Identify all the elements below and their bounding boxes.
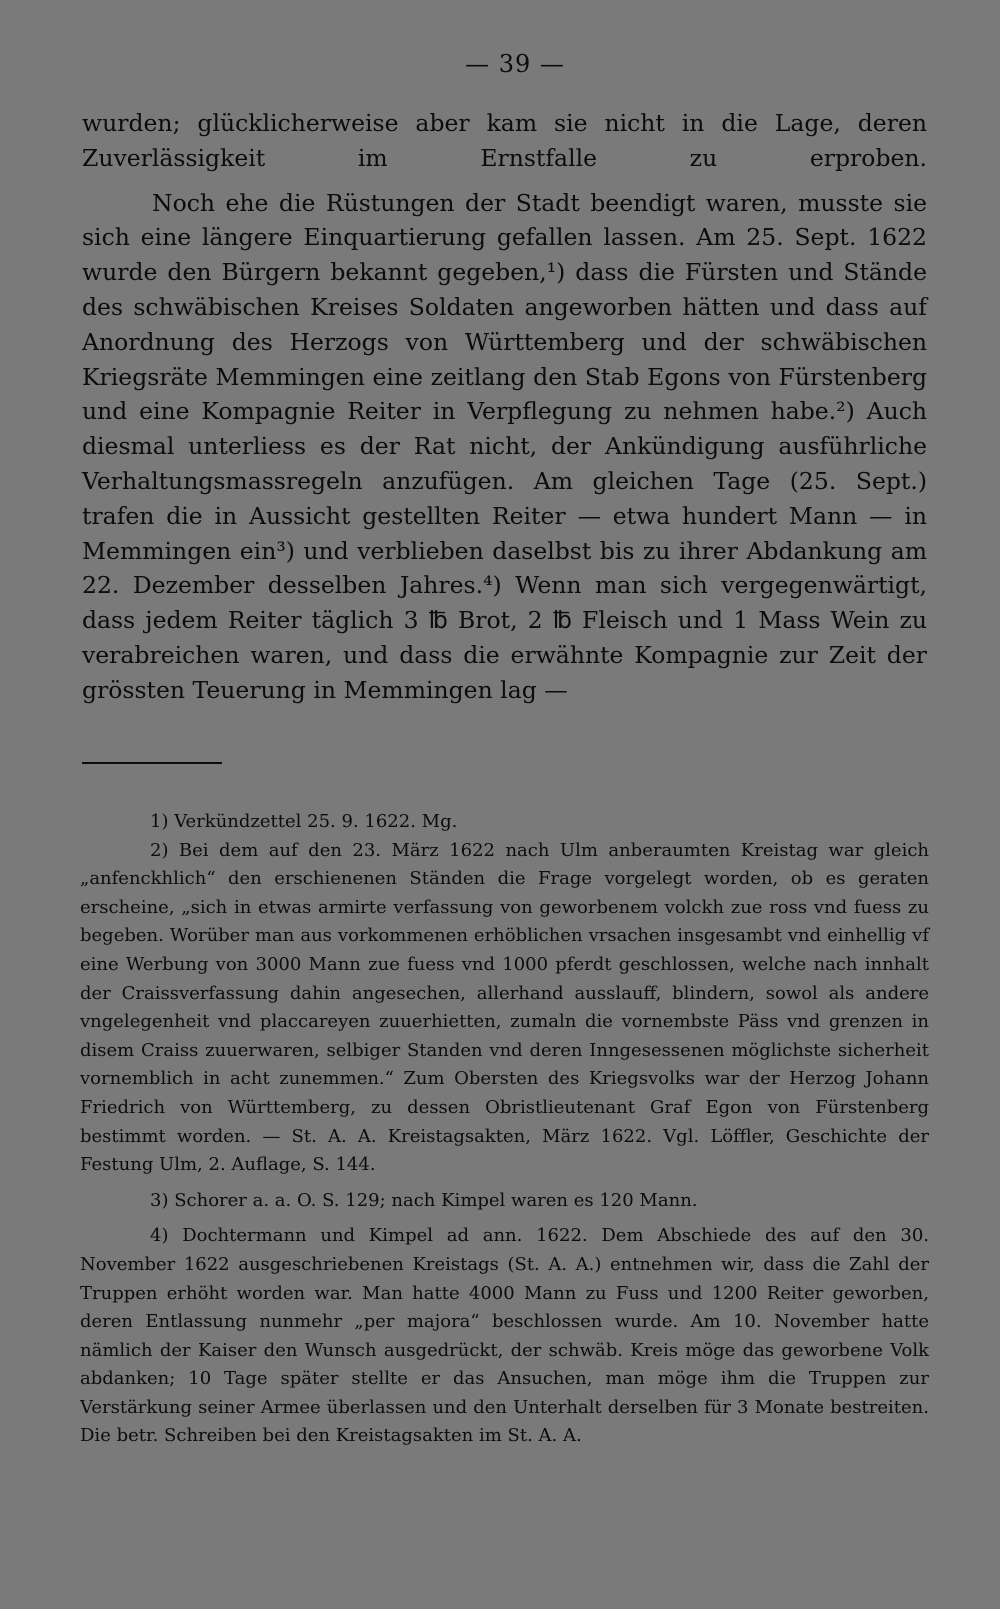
main-text — [82, 106, 927, 708]
paragraph-einquartierung: Noch ehe die Rüstungen der Stadt beendigt waren, musste sie sich eine längere Einquartierung gefallen lassen. Am 25. Sept. 1622 wurde den Bürgern bekannt gegeben,¹) dass die Fürsten und Stände des schwäbischen Kreises Soldaten angeworben hätten und dass auf Anordnung des Herzogs von Württemberg und der schwäbischen Kriegsräte Memmingen eine zeitlang den Stab Egons von Fürstenberg und eine Kompagnie Reiter in Verpflegung zu nehmen habe.²) Auch diesmal unterliess es der Rat nicht, der Ankündigung ausführliche Verhaltungsmassregeln anzufügen. Am gleichen Tage (25. Sept.) trafen die in Aussicht gestellten Reiter — etwa hundert Mann — in Memmingen ein³) und verblieben daselbst bis zu ihrer Abdankung am 22. Dezember desselben Jahres.⁴) Wenn man sich vergegenwärtigt, dass jedem Reiter täglich 3 ℔ Brot, 2 ℔ Fleisch und 1 Mass Wein zu verabreichen waren, und dass die erwähnte Kompagnie zur Zeit der grössten Teuerung in Memmingen lag — — [82, 188, 927, 704]
footnote-4: 4) Dochtermann und Kimpel ad ann. 1622. Dem Abschiede des auf den 30. November 1622 ausgeschriebenen Kreistags (St. A. A.) entnehmen wir, dass die Zahl der Truppen erhöht worden war. Man hatte 4000 Mann zu Fuss und 1200 Reiter geworben, deren Entlassung nunmehr „per majora“ beschlossen wurde. Am 10. November hatte nämlich der Kaiser den Wunsch ausgedrückt, der schwäb. Kreis möge das geworbene Volk abdanken; 10 Tage später stellte er das Ansuchen, man möge ihm die Truppen zur Verstärkung seiner Armee überlassen und den Unterhalt derselben für 3 Monate bestreiten. Die betr. Schreiben bei den Kreistagsakten im St. A. A. — [80, 1225, 929, 1447]
paragraph-continuation: wurden; glücklicherweise aber kam sie nicht in die Lage, deren Zuverlässigkeit im Ernstfalle zu erproben. — [82, 109, 927, 172]
page-number: — 39 — — [465, 50, 565, 78]
footnote-separator — [82, 762, 222, 764]
footnotes — [80, 808, 929, 1451]
footnote-3: 3) Schorer a. a. O. S. 129; nach Kimpel waren es 120 Mann. — [150, 1189, 698, 1211]
footnote-2: 2) Bei dem auf den 23. März 1622 nach Ulm anberaumten Kreistag war gleich „anfenckhlich“ den erschienenen Ständen die Frage vorgelegt worden, ob es geraten erscheine, „sich in etwas armirte verfassung von geworbenem volckh zue ross vnd fuess zu begeben. Worüber man aus vorkommenen erhöblichen vrsachen insgesambt vnd einhellig vf eine Werbung von 3000 Mann zue fuess vnd 1000 pferdt geschlossen, welche nach innhalt der Craissverfassung dahin angesechen, allerhand ausslauff, blindern, sowol als andere vngelegenheit vnd placcareyen zuuerhietten, zumaln die vornembste Päss vnd grenzen in disem Craiss zuuerwaren, selbiger Standen vnd deren Inngesessenen möglichste sicherheit vornemblich in acht zunemmen.“ Zum Obersten des Kriegsvolks war der Herzog Johann Friedrich von Württemberg, zu dessen Obristlieutenant Graf Egon von Fürstenberg bestimmt worden. — St. A. A. Kreistagsakten, März 1622. Vgl. Löffler, Geschichte der Festung Ulm, 2. Auflage, S. 144. — [80, 839, 929, 1176]
footnote-1: 1) Verkündzettel 25. 9. 1622. Mg. — [150, 811, 458, 832]
